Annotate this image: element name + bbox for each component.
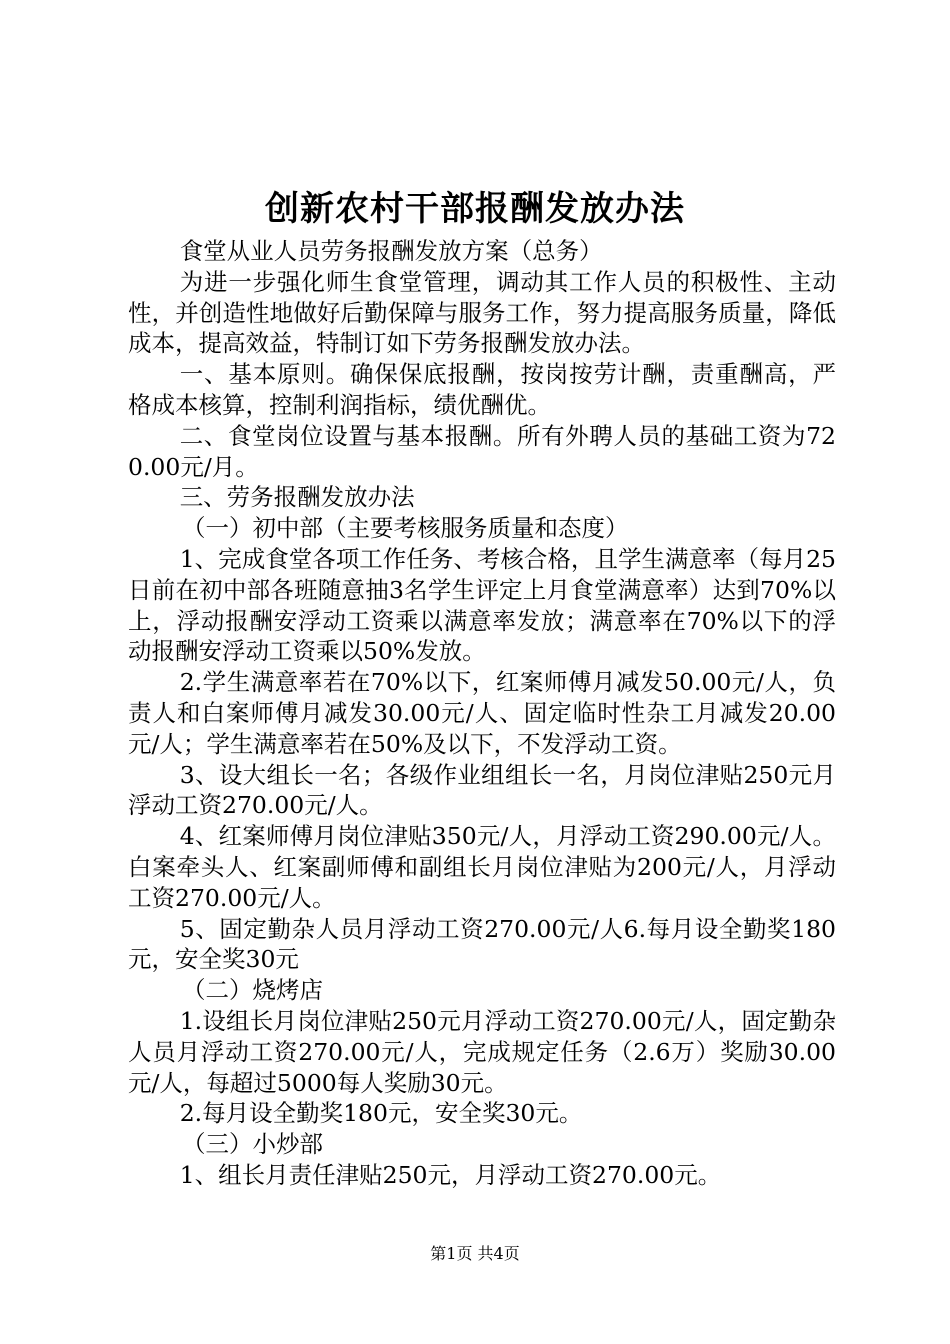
paragraph-junior-item-1: 1、完成食堂各项工作任务、考核合格，且学生满意率（每月25日前在初中部各班随意抽3名学生评定上月食堂满意率）达到70%以上，浮动报酬安浮动工资乘以满意率发放；满意率在70%以下的浮动报酬安浮动工资乘以50%发放。 (128, 544, 836, 666)
paragraph-junior-item-3: 3、设大组长一名；各级作业组组长一名，月岗位津贴250元月浮动工资270.00元/人。 (128, 760, 836, 820)
paragraph-position-setup: 二、食堂岗位设置与基本报酬。所有外聘人员的基础工资为720.00元/月。 (128, 421, 836, 481)
paragraph-junior-item-5: 5、固定勤杂人员月浮动工资270.00元/人6.每月设全勤奖180元，安全奖30元 (128, 914, 836, 974)
document-body (128, 236, 836, 1191)
paragraph-stirfry-heading: （三）小炒部 (182, 1130, 324, 1159)
paragraph-junior-item-4: 4、红案师傅月岗位津贴350元/人，月浮动工资290.00元/人。白案牵头人、红案副师傅和副组长月岗位津贴为200元/人，月浮动工资270.00元/人。 (128, 822, 836, 912)
paragraph-plan-heading: 食堂从业人员劳务报酬发放方案（总务） (179, 237, 603, 265)
document-title: 创新农村干部报酬发放办法 (265, 189, 685, 229)
paragraph-basic-principles: 一、基本原则。确保保底报酬，按岗按劳计酬，责重酬高，严格成本核算，控制利润指标，绩优酬优。 (128, 360, 836, 419)
paragraph-stirfry-item-1: 1、组长月责任津贴250元，月浮动工资270.00元。 (179, 1160, 722, 1189)
paragraph-intro: 为进一步强化师生食堂管理，调动其工作人员的积极性、主动性，并创造性地做好后勤保障与服务工作，努力提高服务质量，降低成本，提高效益，特制订如下劳务报酬发放办法。 (128, 267, 836, 358)
page-footer: 第1页 共4页 (430, 1244, 520, 1263)
paragraph-bbq-item-2: 2.每月设全勤奖180元，安全奖30元。 (179, 1099, 583, 1128)
paragraph-section-three-heading: 三、劳务报酬发放办法 (179, 483, 415, 512)
paragraph-bbq-item-1: 1.设组长月岗位津贴250元月浮动工资270.00元/人，固定勤杂人员月浮动工资270.00元/人，完成规定任务（2.6万）奖励30.00元/人，每超过5000每人奖励30元。 (128, 1006, 836, 1097)
paragraph-junior-item-2: 2.学生满意率若在70%以下，红案师傅月减发50.00元/人，负责人和白案师傅月减发30.00元/人、固定临时性杂工月减发20.00元/人；学生满意率若在50%及以下，不发浮动工资。 (128, 668, 836, 758)
paragraph-junior-dept-heading: （一）初中部（主要考核服务质量和态度） (182, 514, 629, 543)
paragraph-bbq-heading: （二）烧烤店 (182, 976, 324, 1005)
